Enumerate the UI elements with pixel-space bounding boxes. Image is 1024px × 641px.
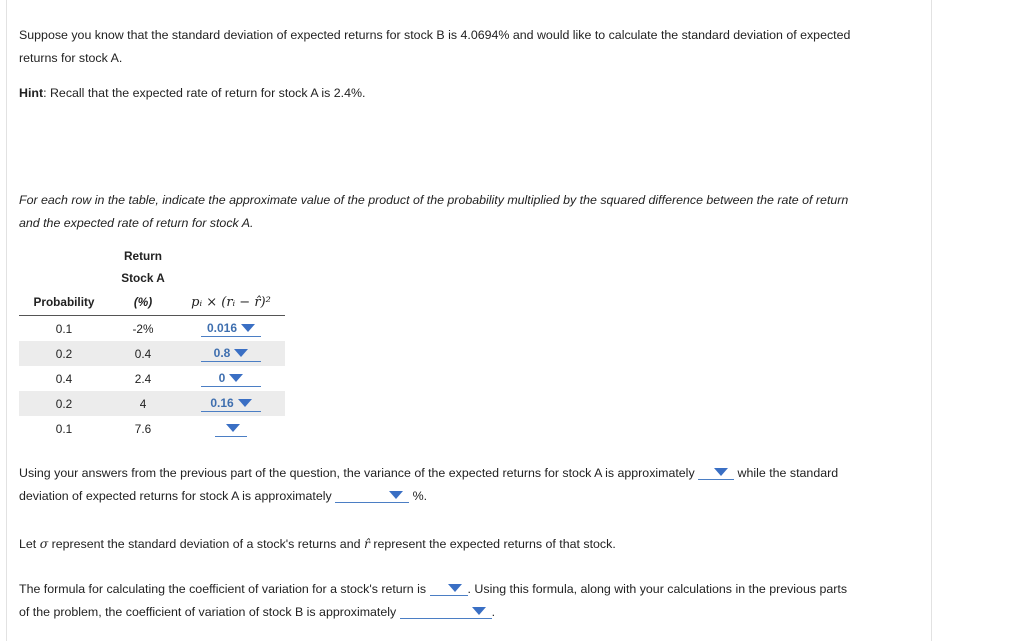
- table-row: [19, 316, 285, 342]
- rhat-text: represent the expected returns of that stock.: [373, 537, 616, 551]
- answer-dropdown[interactable]: 0: [201, 371, 261, 387]
- row-probability: 0.2: [19, 391, 109, 416]
- hint: [19, 82, 365, 105]
- sigma-symbol: σ: [39, 536, 49, 551]
- let-text: Let: [19, 537, 37, 551]
- sigma-text: represent the standard deviation of a stock's returns and: [51, 537, 361, 551]
- cv-formula-dropdown[interactable]: [430, 581, 468, 595]
- cv-text-1: The formula for calculating the coefficient of variation for a stock's return is: [19, 582, 427, 596]
- intro-paragraph: [19, 24, 850, 70]
- row-return: 2.4: [134, 371, 152, 386]
- variance-text-1: Using your answers from the previous part of the question, the variance of the expected returns for stock A is approximately: [19, 466, 695, 480]
- table-row: [19, 416, 285, 441]
- question-panel: [6, 0, 932, 641]
- intro-line-1: Suppose you know that the standard deviation of expected returns for stock B is 4.0694% and would like to calculate the standard deviation of expected: [19, 28, 851, 42]
- table-row: [19, 341, 285, 366]
- table-row: [19, 366, 285, 391]
- row-probability: 0.4: [55, 371, 73, 386]
- row-return: -2%: [132, 321, 154, 336]
- chevron-down-icon: [234, 349, 248, 357]
- cv-value-dropdown[interactable]: [400, 604, 492, 618]
- row-probability: 0.1: [55, 421, 73, 436]
- chevron-down-icon: [229, 374, 243, 382]
- cv-text-3: of the problem, the coefficient of variation of stock B is approximately: [19, 605, 397, 619]
- row-probability: 0.1: [55, 321, 73, 336]
- variance-text-4: %.: [412, 489, 428, 503]
- chevron-down-icon: [472, 607, 486, 615]
- header-percent: (%): [133, 295, 153, 309]
- header-stock: Stock A: [121, 271, 165, 285]
- row-probability: 0.2: [19, 341, 109, 366]
- sigma-definition: [19, 532, 616, 556]
- chevron-down-icon: [714, 468, 728, 476]
- cv-text-4: .: [491, 605, 496, 619]
- table-row: [19, 391, 285, 416]
- instructions-line-2: and the expected rate of return for stock A.: [19, 216, 254, 230]
- answer-dropdown[interactable]: 0.8: [201, 346, 261, 362]
- answer-dropdown[interactable]: 0.16: [201, 396, 261, 412]
- header-return: Return: [123, 249, 162, 263]
- chevron-down-icon: [389, 491, 403, 499]
- variance-dropdown[interactable]: [698, 465, 734, 479]
- chevron-down-icon: [448, 584, 462, 592]
- cv-text-2: . Using this formula, along with your calculations in the previous parts: [467, 582, 848, 596]
- header-probability: Probability: [33, 295, 95, 309]
- variance-question: [19, 462, 838, 508]
- cv-question: [19, 578, 847, 624]
- row-return: 4: [109, 391, 177, 416]
- chevron-down-icon: [238, 399, 252, 407]
- row-return: 0.4: [109, 341, 177, 366]
- variance-text-3: deviation of expected returns for stock A is approximately: [19, 489, 332, 503]
- std-dev-dropdown[interactable]: [335, 488, 409, 502]
- table-instructions: [19, 189, 848, 235]
- intro-line-2: returns for stock A.: [19, 51, 123, 65]
- hint-text: : Recall that the expected rate of return for stock A is 2.4%.: [43, 86, 366, 100]
- row-return: 7.6: [134, 421, 152, 436]
- chevron-down-icon: [241, 324, 255, 332]
- header-formula: pᵢ × (rᵢ − r̂)²: [191, 294, 271, 310]
- chevron-down-icon: [226, 424, 240, 432]
- hint-label: Hint: [19, 86, 44, 100]
- variance-text-2: while the standard: [737, 466, 839, 480]
- probability-table: [19, 245, 285, 441]
- instructions-line-1: For each row in the table, indicate the approximate value of the product of the probability multiplied by the squared difference between the rate of return: [19, 193, 849, 207]
- answer-dropdown[interactable]: 0.016: [201, 321, 261, 337]
- rhat-symbol: r̂: [363, 536, 370, 551]
- answer-dropdown[interactable]: [215, 421, 247, 437]
